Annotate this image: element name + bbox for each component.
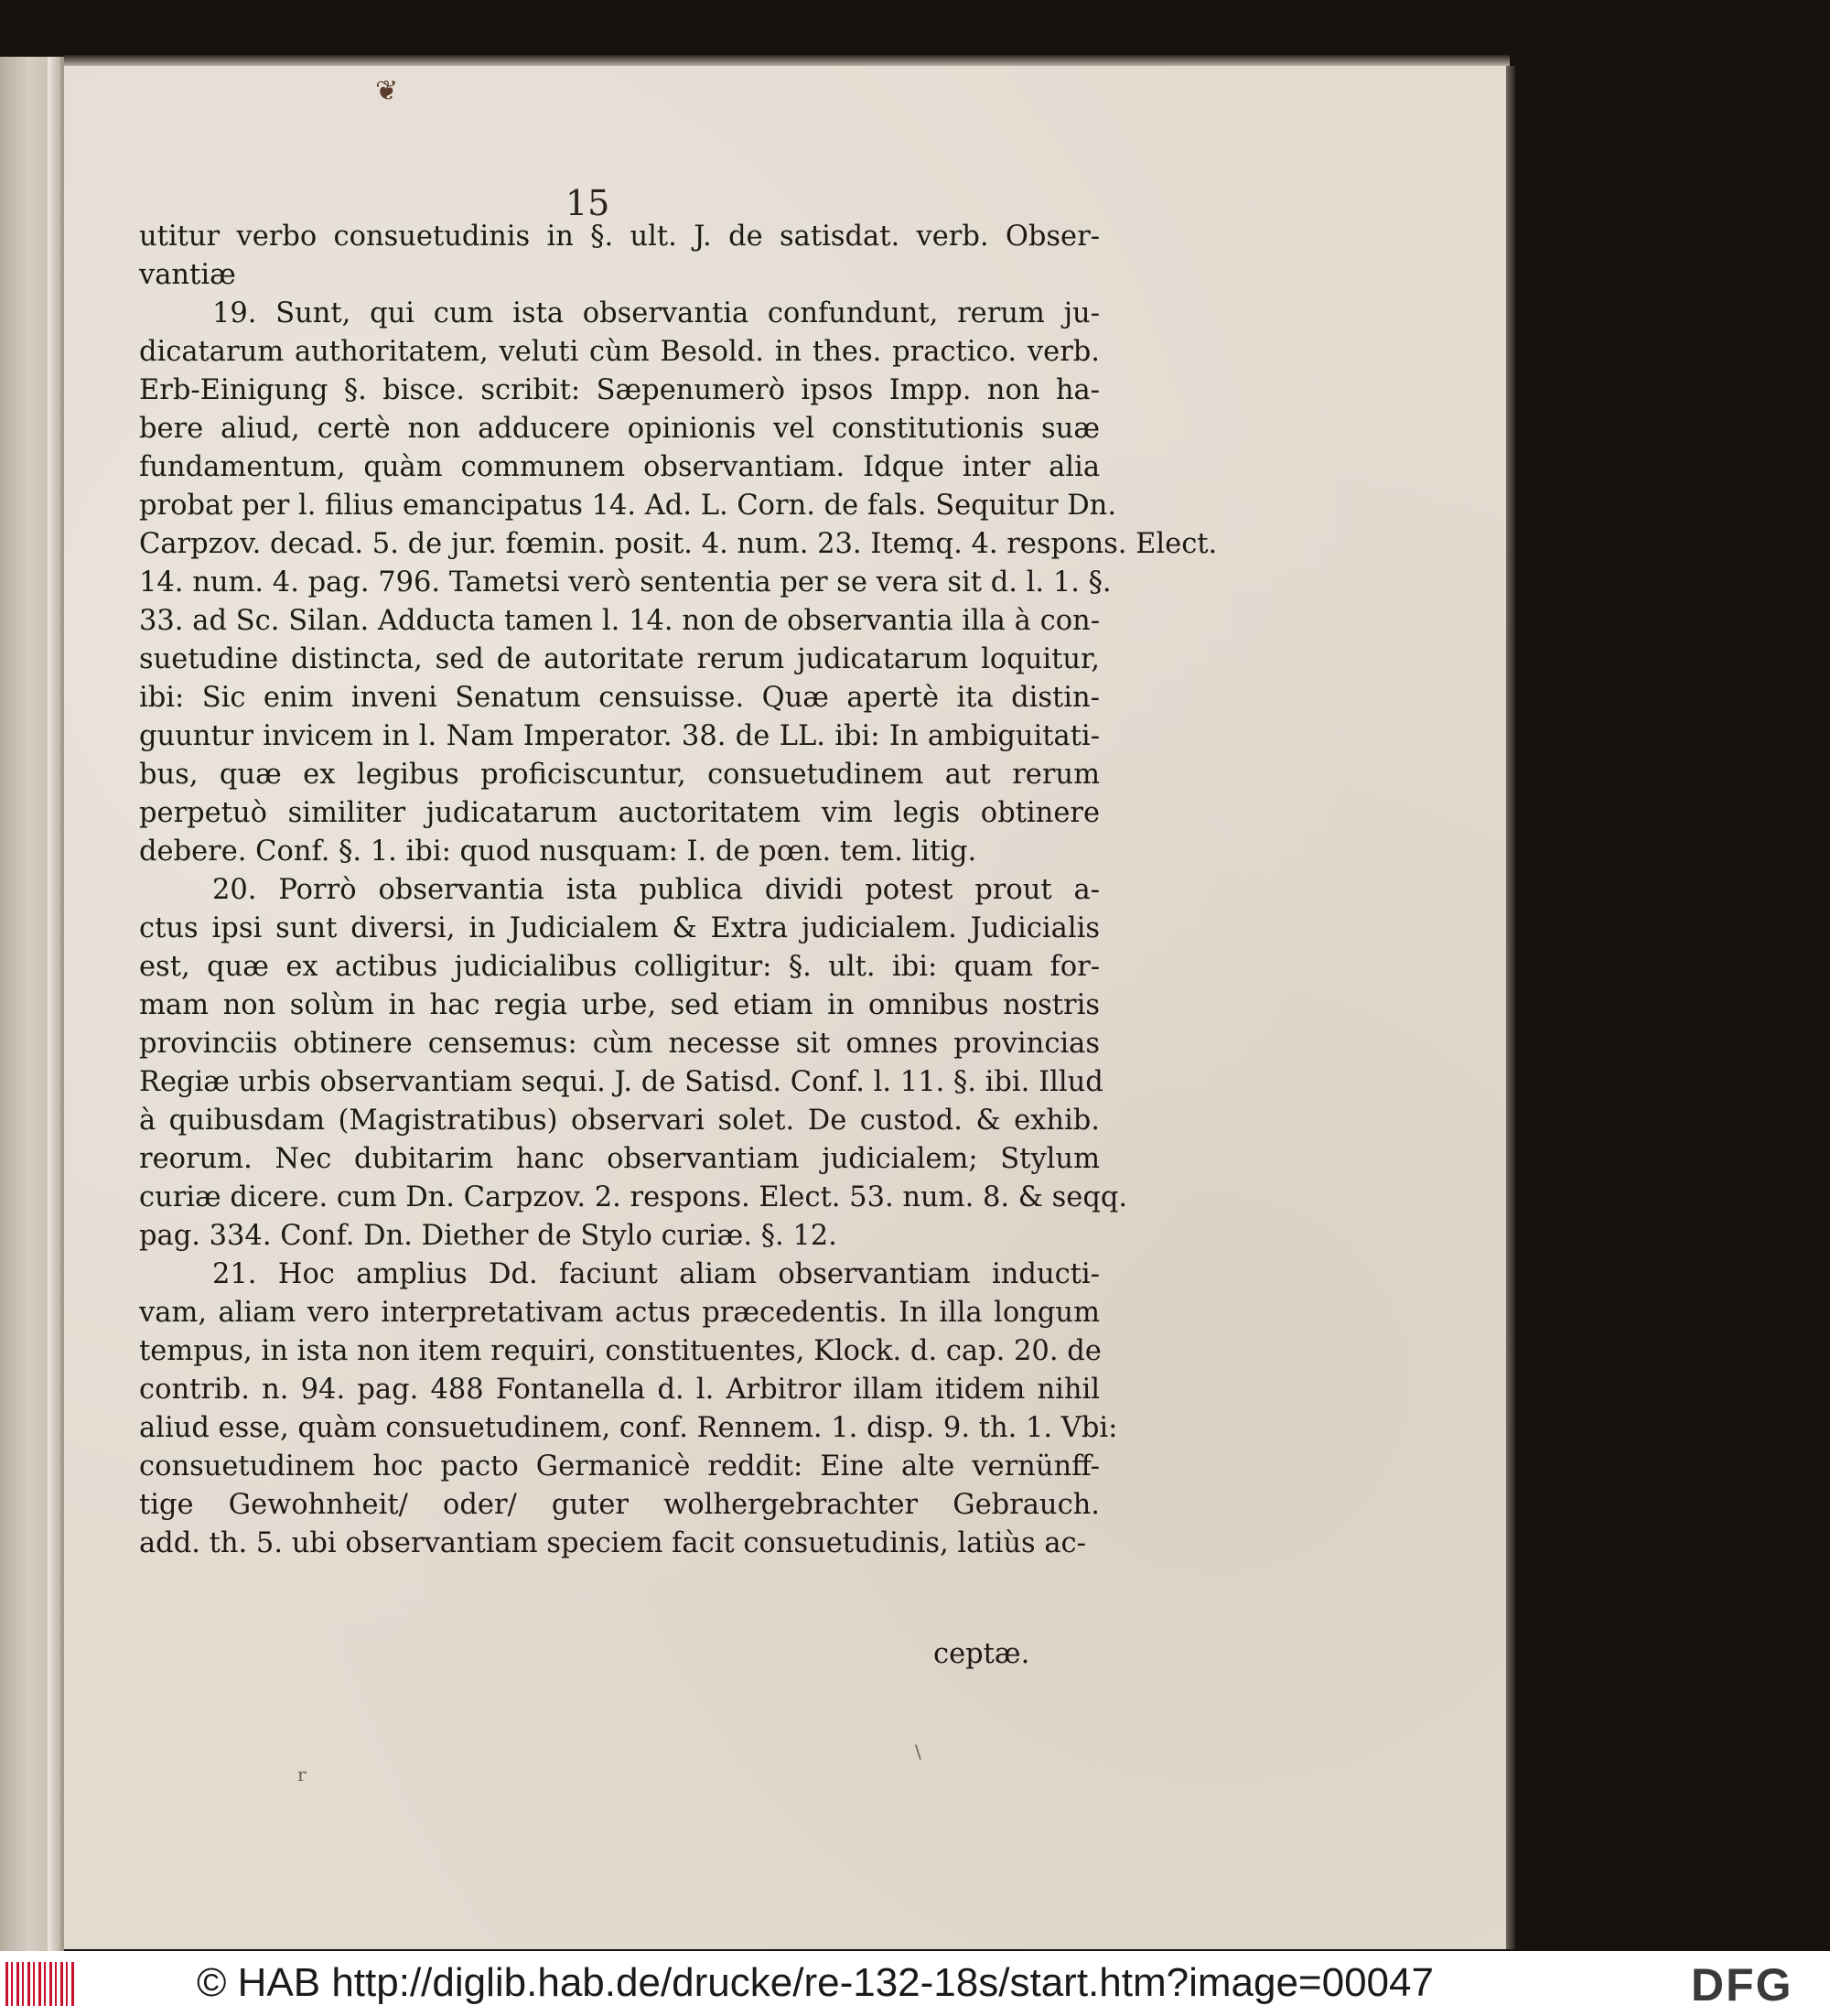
text-line: aliud esse, quàm consuetudinem, conf. Rennem. 1. disp. 9. th. 1. Vbi:	[139, 1412, 1118, 1444]
copyright-link[interactable]: © HAB http://diglib.hab.de/drucke/re-132-18s/start.htm?image=00047	[197, 1960, 1434, 2005]
paper-mark: \	[915, 1741, 921, 1763]
text-line: ibi: Sic enim inveni Senatum censuisse. Quæ apertè ita distin-	[139, 682, 1100, 714]
text-line: guuntur invicem in l. Nam Imperator. 38. de LL. ibi: In ambiguitati-	[139, 720, 1100, 752]
adjacent-page-margin	[48, 57, 60, 1951]
text-line: bus, quæ ex legibus proficiscuntur, consuetudinem aut rerum	[139, 759, 1100, 791]
text-line: vam, aliam vero interpretativam actus præcedentis. In illa longum	[139, 1297, 1100, 1329]
text-line: provinciis obtinere censemus: cùm necesse sit omnes provincias	[139, 1028, 1100, 1060]
text-line: suetudine distincta, sed de autoritate rerum judicatarum loquitur,	[139, 643, 1100, 675]
text-line: vantiæ	[139, 259, 236, 291]
page-right-edge	[1506, 66, 1515, 1949]
text-line: Carpzov. decad. 5. de jur. fœmin. posit. 4. num. 23. Itemq. 4. respons. Elect.	[139, 528, 1218, 560]
text-line: Erb-Einigung §. bisce. scribit: Sæpenumerò ipsos Impp. non ha-	[139, 374, 1100, 406]
text-line: Regiæ urbis observantiam sequi. J. de Satisd. Conf. l. 11. §. ibi. Illud	[139, 1066, 1103, 1098]
footer-bar	[0, 1951, 1830, 2016]
text-line: perpetuò similiter judicatarum auctoritatem vim legis obtinere	[139, 797, 1100, 829]
text-line: pag. 334. Conf. Dn. Diether de Stylo curiæ. §. 12.	[139, 1220, 837, 1252]
text-line: est, quæ ex actibus judicialibus colligitur: §. ult. ibi: quam for-	[139, 951, 1100, 983]
text-line: mam non solùm in hac regia urbe, sed etiam in omnibus nostris	[139, 989, 1100, 1021]
ink-stain: ❦	[375, 75, 399, 107]
dfg-logo: DFG	[1691, 1959, 1793, 2011]
text-line: probat per l. filius emancipatus 14. Ad. L. Corn. de fals. Sequitur Dn.	[139, 490, 1117, 522]
text-line: tige Gewohnheit/ oder/ guter wolhergebrachter Gebrauch.	[139, 1489, 1100, 1521]
text-line: 21. Hoc amplius Dd. faciunt aliam observantiam inducti-	[212, 1258, 1100, 1290]
paper-mark: r	[297, 1763, 307, 1785]
text-line: debere. Conf. §. 1. ibi: quod nusquam: I. de pœn. tem. litig.	[139, 836, 977, 868]
text-line: dicatarum authoritatem, veluti cùm Besold. in thes. practico. verb.	[139, 336, 1100, 368]
page-text	[139, 218, 1218, 1563]
page-number: 15	[565, 183, 610, 223]
text-line: contrib. n. 94. pag. 488 Fontanella d. l. Arbitror illam itidem nihil	[139, 1374, 1100, 1406]
text-line: tempus, in ista non item requiri, constituentes, Klock. d. cap. 20. de	[139, 1335, 1102, 1367]
text-line: 20. Porrò observantia ista publica dividi potest prout a-	[212, 874, 1100, 906]
catchword: ceptæ.	[933, 1638, 1030, 1670]
text-line: 33. ad Sc. Silan. Adducta tamen l. 14. non de observantia illa à con-	[139, 605, 1100, 637]
book-page	[64, 66, 1506, 1949]
text-line: bere aliud, certè non adducere opinionis vel constitutionis suæ	[139, 413, 1100, 445]
text-line: curiæ dicere. cum Dn. Carpzov. 2. respons. Elect. 53. num. 8. & seqq.	[139, 1181, 1128, 1213]
text-line: à quibusdam (Magistratibus) observari solet. De custod. & exhib.	[139, 1105, 1100, 1137]
text-line: add. th. 5. ubi observantiam speciem facit consuetudinis, latiùs ac-	[139, 1527, 1086, 1559]
text-line: consuetudinem hoc pacto Germanicè reddit: Eine alte vernünff-	[139, 1450, 1100, 1482]
text-line: 14. num. 4. pag. 796. Tametsi verò sententia per se vera sit d. l. 1. §.	[139, 566, 1112, 598]
text-line: 19. Sunt, qui cum ista observantia confundunt, rerum ju-	[212, 297, 1100, 329]
text-line: reorum. Nec dubitarim hanc observantiam judicialem; Stylum	[139, 1143, 1100, 1175]
text-line: utitur verbo consuetudinis in §. ult. J. de satisdat. verb. Obser-	[139, 221, 1100, 253]
text-line: fundamentum, quàm communem observantiam. Idque inter alia	[139, 451, 1100, 483]
adjacent-page-edge	[0, 57, 64, 1951]
text-line: ctus ipsi sunt diversi, in Judicialem & Extra judicialem. Judicialis	[139, 912, 1100, 944]
hab-barcode-icon	[5, 1962, 77, 2006]
